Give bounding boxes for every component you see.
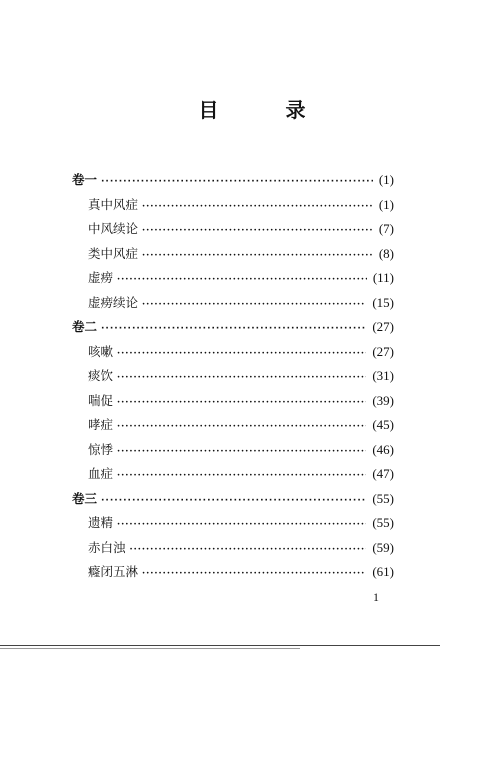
- toc-entry-label: 卷三: [72, 490, 98, 506]
- toc-entry-page: (8): [378, 245, 394, 261]
- toc-entry-page: (45): [372, 417, 394, 432]
- toc-leader-dots: [117, 366, 366, 391]
- toc-section-entry: [72, 438, 394, 463]
- toc-leader-dots: [142, 562, 366, 587]
- toc-entry-label: 癃闭五淋: [88, 564, 139, 579]
- toc-section-entry: [72, 462, 394, 487]
- toc-section-entry: [72, 193, 394, 218]
- toc-entry-label: 血症: [88, 466, 114, 481]
- toc-section-entry: [72, 364, 394, 389]
- bottom-rule-secondary: [0, 648, 300, 649]
- toc-entry-page: (55): [372, 515, 394, 530]
- toc-entry-label: 类中风症: [88, 245, 139, 261]
- toc-section-entry: [72, 560, 394, 585]
- toc-section-entry: [72, 511, 394, 536]
- toc-entry-label: 虚痨: [88, 270, 114, 285]
- toc-section-entry: [72, 340, 394, 365]
- toc-entry-page: (1): [378, 196, 394, 212]
- toc-entry-label: 哮症: [88, 417, 114, 432]
- toc-entry-page: (27): [372, 319, 394, 334]
- toc-section-entry: [72, 291, 394, 316]
- toc-entry-label: 卷二: [72, 319, 98, 334]
- toc-entry-label: 赤白浊: [88, 539, 126, 555]
- toc-entry-page: (11): [372, 270, 394, 285]
- page-title: 目 录: [198, 98, 336, 122]
- toc-leader-dots: [117, 440, 366, 465]
- toc-leader-dots: [101, 317, 366, 342]
- toc-section-entry: [72, 389, 394, 414]
- toc-section-entry: [72, 242, 394, 267]
- toc-entry-page: (7): [378, 221, 394, 236]
- toc-leader-dots: [142, 244, 373, 269]
- toc-section-entry: [72, 217, 394, 242]
- bottom-rule: [0, 645, 440, 646]
- toc-leader-dots: [142, 219, 373, 244]
- toc-entry-page: (55): [372, 490, 394, 506]
- toc-entry-label: 惊悸: [88, 441, 114, 457]
- toc-entry-label: 虚痨续论: [88, 294, 139, 310]
- table-of-contents: [72, 168, 394, 585]
- toc-entry-page: (61): [372, 564, 394, 579]
- toc-leader-dots: [130, 538, 367, 563]
- toc-leader-dots: [117, 342, 366, 367]
- toc-section-entry: [72, 536, 394, 561]
- toc-chapter-entry: [72, 168, 394, 193]
- toc-entry-label: 遗精: [88, 515, 114, 530]
- toc-entry-page: (39): [372, 392, 394, 408]
- toc-leader-dots: [101, 489, 366, 514]
- toc-entry-label: 中风续论: [88, 221, 139, 236]
- toc-entry-page: (27): [372, 343, 394, 359]
- toc-leader-dots: [117, 513, 366, 538]
- toc-leader-dots: [142, 293, 366, 318]
- toc-entry-page: (31): [372, 368, 394, 383]
- toc-leader-dots: [101, 170, 373, 195]
- toc-entry-page: (46): [372, 441, 394, 457]
- toc-entry-page: (15): [372, 294, 394, 310]
- toc-entry-page: (1): [378, 172, 394, 187]
- toc-leader-dots: [117, 268, 367, 293]
- toc-entry-label: 真中风症: [88, 196, 139, 212]
- toc-section-entry: [72, 413, 394, 438]
- toc-leader-dots: [117, 391, 366, 416]
- toc-entry-label: 卷一: [72, 172, 98, 187]
- toc-leader-dots: [117, 464, 366, 489]
- toc-entry-page: (59): [372, 539, 394, 555]
- page-number: 1: [373, 590, 379, 604]
- toc-leader-dots: [142, 195, 373, 220]
- toc-entry-label: 喘促: [88, 392, 114, 408]
- toc-chapter-entry: [72, 487, 394, 512]
- toc-entry-label: 咳嗽: [88, 343, 114, 359]
- toc-leader-dots: [117, 415, 366, 440]
- toc-entry-label: 痰饮: [88, 368, 114, 383]
- toc-entry-page: (47): [372, 466, 394, 481]
- toc-chapter-entry: [72, 315, 394, 340]
- toc-section-entry: [72, 266, 394, 291]
